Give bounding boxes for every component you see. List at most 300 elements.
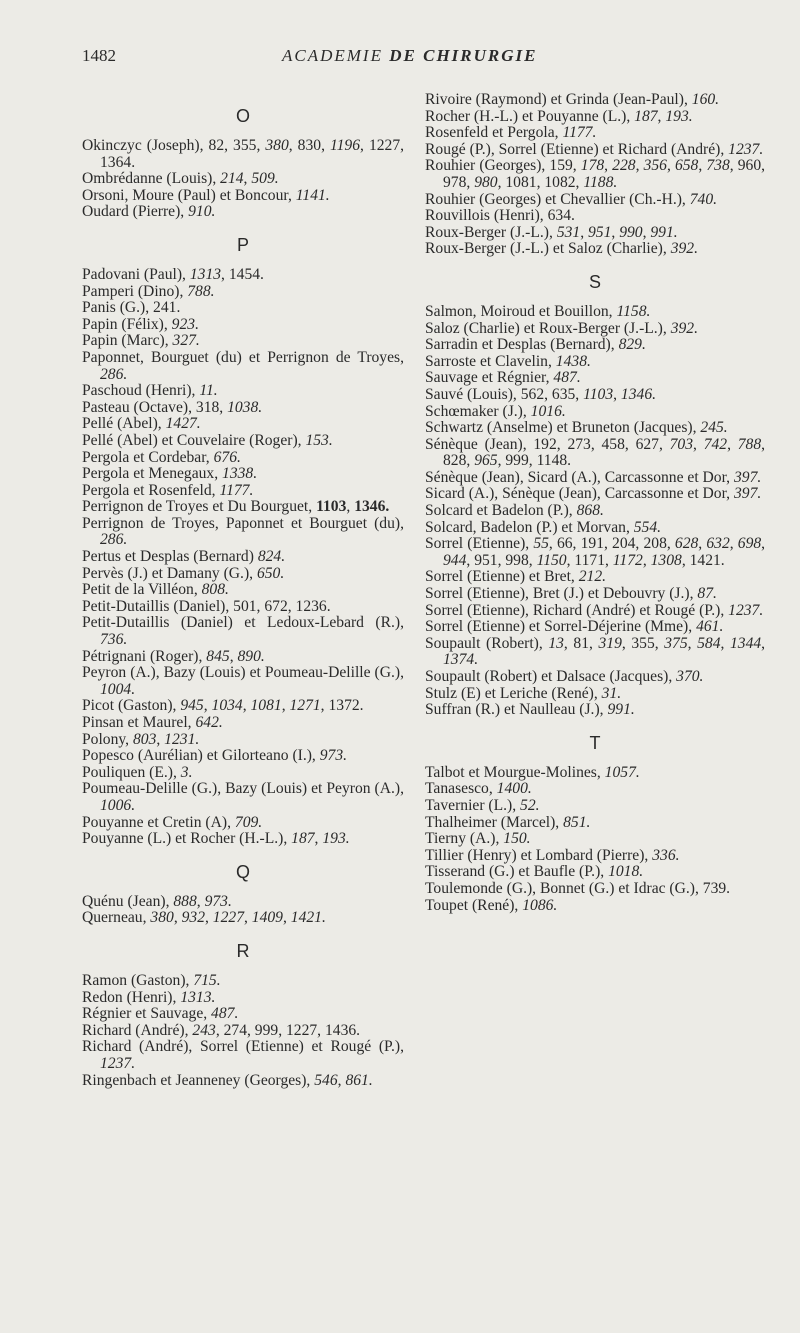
page-reference: 501 xyxy=(233,597,257,615)
page-reference: 193. xyxy=(322,830,350,848)
page-reference: 628 xyxy=(674,535,699,553)
entry-name: Petit-Dutaillis (Daniel) et Ledoux-Lebard (R.), xyxy=(82,614,404,632)
entry-name: Pétrignani (Roger), xyxy=(82,647,203,665)
index-entry xyxy=(425,125,765,142)
page-reference: 1188. xyxy=(583,173,618,191)
page-reference: 635 xyxy=(551,385,576,403)
page-reference: 739. xyxy=(702,879,731,897)
entry-name: Papin (Marc), xyxy=(82,332,169,350)
page-reference: 890. xyxy=(237,647,265,665)
page-reference: 945 xyxy=(180,697,204,715)
index-entry xyxy=(425,831,765,848)
index-entry xyxy=(425,765,765,782)
page-reference: 178 xyxy=(580,157,605,175)
entry-name: Toupet (René), xyxy=(425,896,519,914)
section-letter: T xyxy=(589,732,601,753)
index-entry: Sorrel (Etienne), 55, 66, 191, 204, 208, 628, 632, 698, 944, 951, 998, 1150, 1171, 1172, 1308, 1421. xyxy=(425,535,766,569)
page-reference: 1141. xyxy=(295,186,330,204)
page-reference: 245. xyxy=(700,419,728,437)
entry-name: Pasteau (Octave), xyxy=(82,398,192,416)
page-reference: 861. xyxy=(345,1071,373,1089)
page-reference: 709. xyxy=(234,813,263,831)
index-entry xyxy=(425,781,765,798)
index-entry xyxy=(425,337,765,354)
index-entry xyxy=(425,370,765,387)
page-reference: 1172 xyxy=(612,551,643,569)
page-reference: 397. xyxy=(733,468,762,486)
page-reference: 273 xyxy=(567,435,591,453)
index-entry: Ringenbach et Jeanneney (Georges), 546, 861. xyxy=(82,1071,373,1089)
index-entry xyxy=(425,603,765,620)
page-reference: 187 xyxy=(291,830,315,848)
index-entry: Sauvé (Louis), 562, 635, 1103, 1346. xyxy=(425,385,657,403)
page-reference: 830 xyxy=(297,137,322,154)
page-reference: 965 xyxy=(474,452,498,470)
page-reference: 980 xyxy=(474,173,498,191)
index-entry xyxy=(82,188,404,205)
page-reference: 286. xyxy=(100,531,128,549)
page-reference: 1374. xyxy=(443,651,479,669)
entry-name: Salmon, Moiroud et Bouillon, xyxy=(425,302,613,320)
index-entry xyxy=(425,420,765,437)
index-entry: Okinczyc (Joseph), 82, 355, 380, 830, 1196, 1227, 1364. xyxy=(82,137,405,171)
index-entry: Roux-Berger (J.-L.), 531, 951, 990, 991. xyxy=(425,223,678,241)
entry-name: Tisserand (G.) et Baufle (P.), xyxy=(425,863,605,881)
entry-name: Régnier et Sauvage, xyxy=(82,1005,208,1023)
index-entry xyxy=(425,304,765,321)
page-reference: 1372. xyxy=(328,697,364,715)
page-reference: 634. xyxy=(547,207,575,225)
page-reference: 1103 xyxy=(583,385,614,403)
entry-name: Rougé (P.), Sorrel (Etienne) et Richard (André), xyxy=(425,140,725,158)
page-reference: 1313 xyxy=(189,265,222,283)
page-reference: 87. xyxy=(697,585,717,603)
entry-name: Sauvage et Régnier, xyxy=(425,369,550,387)
entry-name: Rouhier (Georges) et Chevallier (Ch.-H.), xyxy=(425,190,686,208)
right-column xyxy=(425,92,765,914)
entry-name: Richard (André), xyxy=(82,1021,189,1039)
index-entry xyxy=(82,317,404,334)
entry-name: Sicard (A.), Sénèque (Jean), Carcassonne et Dor, xyxy=(425,485,731,503)
index-entry xyxy=(425,486,765,503)
index-entry: Quénu (Jean), 888, 973. xyxy=(82,892,232,910)
page-reference: 208 xyxy=(643,535,667,553)
index-entry xyxy=(425,241,765,258)
page-reference: 1346. xyxy=(354,498,390,516)
page-reference: 336. xyxy=(652,846,680,864)
index-entry xyxy=(425,354,765,371)
entry-name: Peyron (A.), Bazy (Louis) et Poumeau-Delille (G.), xyxy=(82,664,404,682)
page-reference: 845 xyxy=(206,647,230,665)
entry-name: Solcard, Badelon (P.) et Morvan, xyxy=(425,518,630,536)
entry-name: Rouhier (Georges), xyxy=(425,157,546,175)
entry-name: Tanasesco, xyxy=(425,780,493,798)
page-reference: 1177. xyxy=(219,481,254,499)
entry-name: Ombrédanne (Louis), xyxy=(82,170,217,188)
index-entry xyxy=(425,208,765,225)
index-entry xyxy=(425,798,765,815)
page-reference: 380 xyxy=(265,137,289,154)
page-reference: 327. xyxy=(172,332,200,350)
index-entry: Petit-Dutaillis (Daniel), 501, 672, 1236. xyxy=(82,597,331,615)
entry-name: Padovani (Paul), xyxy=(82,265,186,283)
page-reference: 627 xyxy=(635,435,659,453)
page-reference: 951 xyxy=(474,551,498,569)
page-reference: 1227 xyxy=(285,1021,318,1039)
entry-name: Schwartz (Anselme) et Bruneton (Jacques), xyxy=(425,419,697,437)
page-reference: 1082 xyxy=(544,173,576,191)
index-entry: Ombrédanne (Louis), 214, 509. xyxy=(82,170,279,188)
page-reference: 1400. xyxy=(496,780,532,798)
page-reference: 1177. xyxy=(562,124,597,142)
section-letter: O xyxy=(235,106,250,126)
index-entry xyxy=(82,333,404,350)
page-reference: 546 xyxy=(314,1071,338,1089)
index-entry xyxy=(425,192,765,209)
page-reference: 355 xyxy=(631,634,655,652)
page-reference: 509. xyxy=(251,170,279,188)
index-entry xyxy=(82,765,404,782)
index-entry: Perrignon de Troyes et Du Bourguet, 1103, 1346. xyxy=(82,498,390,516)
index-entry xyxy=(425,702,765,719)
entry-name: Solcard et Badelon (P.), xyxy=(425,502,573,520)
entry-name: Ringenbach et Jeanneney (Georges), xyxy=(82,1071,311,1089)
entry-name: Sorrel (Etienne), xyxy=(425,535,530,553)
entry-name: Suffran (R.) et Naulleau (J.), xyxy=(425,701,604,719)
index-entry xyxy=(82,204,404,221)
entry-name: Pouyanne (L.) et Rocher (H.-L.), xyxy=(82,830,288,848)
section-letter: P xyxy=(236,234,249,255)
entry-name: Pouliquen (E.), xyxy=(82,763,177,781)
entry-name: Popesco (Aurélian) et Gilorteano (I.), xyxy=(82,747,316,765)
entry-name: Sorrel (Etienne), Bret (J.) et Debouvry (J.), xyxy=(425,585,694,603)
page-reference: 642. xyxy=(195,714,223,731)
entry-name: Perrignon de Troyes et Du Bourguet, xyxy=(82,498,313,516)
index-entry: Richard (André), 243, 274, 999, 1227, 1436. xyxy=(82,1021,361,1039)
page-reference: 990 xyxy=(619,223,643,241)
entry-name: Sénèque (Jean), Sicard (A.), Carcassonne et Dor, xyxy=(425,468,731,486)
entry-name: Tavernier (L.), xyxy=(425,796,517,814)
index-entry: Sénèque (Jean), 192, 273, 458, 627, 703, 742, 788, 828, 965, 999, 1148. xyxy=(425,435,766,470)
page-reference: 52. xyxy=(520,796,540,814)
section-letter: S xyxy=(588,271,601,292)
index-entry: Pouyanne (L.) et Rocher (H.-L.), 187, 193. xyxy=(82,830,350,848)
index-entry xyxy=(82,748,404,765)
index-entry xyxy=(425,321,765,338)
index-entry xyxy=(82,383,404,400)
page-reference: 658 xyxy=(674,157,699,175)
page-reference: 991. xyxy=(650,223,678,241)
page-reference: 286. xyxy=(100,365,128,383)
page-reference: 1346. xyxy=(620,385,657,403)
entry-name: Rosenfeld et Pergola, xyxy=(425,124,559,142)
page-reference: 868. xyxy=(576,502,604,520)
page-reference: 1150 xyxy=(536,551,567,569)
index-entry xyxy=(425,864,765,881)
index-entry xyxy=(82,284,404,301)
page-reference: 1436. xyxy=(324,1021,361,1039)
page-reference: 356 xyxy=(643,157,667,175)
entry-name: Redon (Henri), xyxy=(82,988,177,1006)
index-entry: Padovani (Paul), 1313, 1454. xyxy=(82,265,264,283)
entry-name: Pergola et Cordebar, xyxy=(82,448,210,466)
entry-name: Soupault (Robert) et Dalsace (Jacques), xyxy=(425,668,673,685)
entry-name: Sarroste et Clavelin, xyxy=(425,352,552,370)
page-reference: 1004. xyxy=(100,680,136,698)
index-entry: Rouhier (Georges), 159, 178, 228, 356, 658, 738, 960, 978, 980, 1081, 1082, 1188. xyxy=(425,157,766,191)
entry-name: Sauvé (Louis), xyxy=(425,385,517,403)
page-reference: 632 xyxy=(706,535,730,553)
index-entry xyxy=(425,881,765,898)
page-reference: 951 xyxy=(588,223,612,241)
section-letter: Q xyxy=(235,861,250,882)
page-reference: 998 xyxy=(505,551,529,569)
page-reference: 375 xyxy=(664,634,688,652)
entry-name: Pervès (J.) et Damany (G.), xyxy=(82,564,254,582)
page-reference: 153. xyxy=(305,431,333,449)
page-reference: 1227 xyxy=(212,909,244,927)
page-reference: 999 xyxy=(505,452,529,470)
index-entry xyxy=(82,815,404,832)
page-reference: 397. xyxy=(733,485,762,503)
entry-name: Pouyanne et Cretin (A), xyxy=(82,813,231,831)
page-reference: 1016. xyxy=(530,402,566,420)
index-entry xyxy=(425,619,765,636)
index-entry xyxy=(82,416,404,433)
index-entry xyxy=(425,569,765,586)
page-reference: 461. xyxy=(696,618,724,636)
page-reference: 698 xyxy=(737,535,762,553)
index-entry: Polony, 803, 1231. xyxy=(82,730,200,748)
entry-name: Sorrel (Etienne) et Bret, xyxy=(425,568,575,586)
page-reference: 1227 xyxy=(368,137,401,154)
entry-name: Querneau, xyxy=(82,909,147,927)
entry-name: Paponnet, Bourguet (du) et Perrignon de Troyes, xyxy=(82,348,404,366)
page-reference: 212. xyxy=(578,568,607,586)
page-reference: 191 xyxy=(580,535,604,553)
page-reference: 828 xyxy=(443,452,467,470)
page-reference: 1103 xyxy=(316,498,347,516)
index-entry xyxy=(82,566,404,583)
entry-name: Pinsan et Maurel, xyxy=(82,714,192,731)
entry-name: Pellé (Abel) et Couvelaire (Roger), xyxy=(82,431,302,449)
page-reference: 487. xyxy=(211,1005,239,1023)
page-reference: 192 xyxy=(533,435,557,453)
entry-name: Saloz (Charlie) et Roux-Berger (J.-L.), xyxy=(425,319,667,337)
entry-name: Orsoni, Moure (Paul) et Boncour, xyxy=(82,186,292,204)
page-reference: 824. xyxy=(257,548,286,566)
page-reference: 1438. xyxy=(555,352,591,370)
entry-name: Sénèque (Jean), xyxy=(425,435,527,453)
page-reference: 531 xyxy=(556,223,581,241)
index-entry xyxy=(425,142,765,159)
page-reference: 458 xyxy=(601,435,625,453)
entry-name: Pamperi (Dino), xyxy=(82,282,184,300)
running-title-prefix: ACADEMIE xyxy=(282,46,383,65)
index-entry xyxy=(82,990,404,1007)
entry-name: Pertus et Desplas (Bernard) xyxy=(82,548,254,566)
index-entry xyxy=(425,503,765,520)
index-entry xyxy=(425,669,765,686)
page-reference: 1231. xyxy=(164,730,200,748)
page-reference: 584 xyxy=(697,634,721,652)
page-reference: 1196 xyxy=(329,137,361,154)
page-reference: 978 xyxy=(443,173,467,191)
page-reference: 55 xyxy=(533,535,549,553)
page-reference: 1427. xyxy=(165,415,201,433)
entry-name: Schœmaker (J.), xyxy=(425,402,527,420)
page-reference: 150. xyxy=(503,830,531,848)
entry-name: Rocher (H.-L.) et Pouyanne (L.), xyxy=(425,107,631,125)
running-header xyxy=(82,46,772,70)
entry-name: Tierny (A.), xyxy=(425,830,500,848)
entry-name: Okinczyc (Joseph), xyxy=(82,137,204,154)
index-entry xyxy=(82,350,404,383)
page-reference: 910. xyxy=(188,203,216,221)
index-entry xyxy=(425,898,765,915)
page-reference: 703 xyxy=(669,435,694,453)
entry-name: Papin (Félix), xyxy=(82,315,168,333)
entry-name: Rivoire (Raymond) et Grinda (Jean-Paul), xyxy=(425,91,688,108)
page-reference: 160. xyxy=(691,91,720,108)
page-reference: 650. xyxy=(256,564,285,582)
entry-name: Polony, xyxy=(82,730,130,748)
entry-name: Perrignon de Troyes, Paponnet et Bourguet (du), xyxy=(82,514,404,532)
page-reference: 1236. xyxy=(295,597,331,615)
entry-name: Panis (G.), xyxy=(82,299,150,317)
page-reference: 82 xyxy=(208,137,225,154)
index-entry: Rocher (H.-L.) et Pouyanne (L.), 187, 193. xyxy=(425,107,693,125)
page-reference: 803 xyxy=(132,730,157,748)
section-letter: R xyxy=(236,940,250,961)
entry-name: Paschoud (Henri), xyxy=(82,382,196,400)
page-reference: 672 xyxy=(264,597,288,615)
page-reference: 1454. xyxy=(228,265,264,283)
entry-name: Ramon (Gaston), xyxy=(82,971,190,989)
page-reference: 319 xyxy=(598,634,622,652)
index-entry xyxy=(425,586,765,603)
index-entry xyxy=(82,466,404,483)
entry-name: Pergola et Rosenfeld, xyxy=(82,481,216,499)
page-reference: 960 xyxy=(737,157,762,175)
page-reference: 11. xyxy=(199,382,218,400)
entry-name: Oudard (Pierre), xyxy=(82,203,185,221)
left-column xyxy=(82,92,404,1089)
page-reference: 241. xyxy=(153,299,181,317)
index-entry xyxy=(82,433,404,450)
page-reference: 788. xyxy=(187,282,215,300)
page-reference: 214 xyxy=(220,170,244,188)
page-reference: 1271 xyxy=(289,697,321,715)
index-entry xyxy=(82,450,404,467)
index-entry: Querneau, 380, 932, 1227, 1409, 1421. xyxy=(82,909,326,927)
page-reference: 1034 xyxy=(211,697,243,715)
page-reference: 1421. xyxy=(689,551,725,569)
page-reference: 1421. xyxy=(290,909,326,927)
index-entry xyxy=(82,483,404,500)
index-entry xyxy=(82,1006,404,1023)
index-entry xyxy=(82,582,404,599)
page-reference: 1018. xyxy=(608,863,644,881)
page-reference: 562 xyxy=(520,385,545,403)
index-entry xyxy=(82,973,404,990)
page-reference: 715. xyxy=(193,971,221,989)
page-reference: 1006. xyxy=(100,796,136,814)
page-reference: 392. xyxy=(670,240,698,258)
page-reference: 1086. xyxy=(522,896,558,914)
page-reference: 888 xyxy=(173,892,197,910)
entry-name: Rouvillois (Henri), xyxy=(425,207,544,225)
page-reference: 392. xyxy=(670,319,698,337)
page-reference: 31. xyxy=(601,684,622,702)
entry-name: Pellé (Abel), xyxy=(82,415,162,433)
page-reference: 923. xyxy=(171,315,199,333)
page-reference: 1237. xyxy=(728,601,764,619)
page-reference: 81 xyxy=(573,634,589,652)
index-entry: Pétrignani (Roger), 845, 890. xyxy=(82,647,265,665)
index-entry xyxy=(425,686,765,703)
page-reference: 370. xyxy=(676,668,704,685)
page-reference: 1158. xyxy=(616,302,651,320)
entry-name: Sarradin et Desplas (Bernard), xyxy=(425,336,615,354)
page-reference: 487. xyxy=(553,369,581,387)
page-reference: 740. xyxy=(689,190,718,208)
page-reference: 1344 xyxy=(729,634,762,652)
entry-name: Quénu (Jean), xyxy=(82,892,170,910)
page-reference: 676. xyxy=(213,448,241,466)
page-reference: 380 xyxy=(150,909,174,927)
index-entry xyxy=(82,781,404,814)
page-reference: 1237. xyxy=(100,1054,136,1072)
page-reference: 1338. xyxy=(222,465,258,483)
index-entry: Picot (Gaston), 945, 1034, 1081, 1271, 1372. xyxy=(82,697,364,715)
running-title-suffix: DE CHIRURGIE xyxy=(389,46,538,65)
index-entry xyxy=(425,92,765,109)
page-reference: 228 xyxy=(612,157,636,175)
page-reference: 851. xyxy=(563,813,591,831)
page-reference: 1171 xyxy=(574,551,605,569)
page-reference: 999 xyxy=(254,1021,279,1039)
entry-name: Toulemonde (G.), Bonnet (G.) et Idrac (G.), xyxy=(425,879,699,897)
index-entry: Soupault (Robert), 13, 81, 319, 355, 375, 584, 1344, 1374. xyxy=(425,634,766,669)
running-title xyxy=(282,46,537,66)
page-reference: 187 xyxy=(634,107,658,125)
page-reference: 159 xyxy=(549,157,573,175)
entry-name: Roux-Berger (J.-L.), xyxy=(425,223,553,241)
page-reference: 932 xyxy=(181,909,205,927)
page-reference: 1237. xyxy=(728,140,764,158)
page-reference: 554. xyxy=(633,518,662,536)
index-entry xyxy=(425,815,765,832)
page-reference: 274 xyxy=(223,1021,247,1039)
page-reference: 788 xyxy=(737,435,762,453)
index-entry xyxy=(425,520,765,537)
page-reference: 1057. xyxy=(604,763,640,781)
index-entry xyxy=(82,300,404,317)
page-reference: 944 xyxy=(443,551,467,569)
entry-name: Pergola et Menegaux, xyxy=(82,465,219,483)
page-reference: 808. xyxy=(201,581,229,599)
index-entry xyxy=(82,549,404,566)
page-reference: 13 xyxy=(548,634,564,652)
page-reference: 1148. xyxy=(536,452,572,470)
page-reference: 991. xyxy=(607,701,635,719)
entry-name: Thalheimer (Marcel), xyxy=(425,813,560,831)
page-reference: 355 xyxy=(233,137,257,154)
page-reference: 736. xyxy=(100,631,128,649)
page-reference: 973. xyxy=(204,892,232,910)
page-number: 1482 xyxy=(82,46,116,65)
